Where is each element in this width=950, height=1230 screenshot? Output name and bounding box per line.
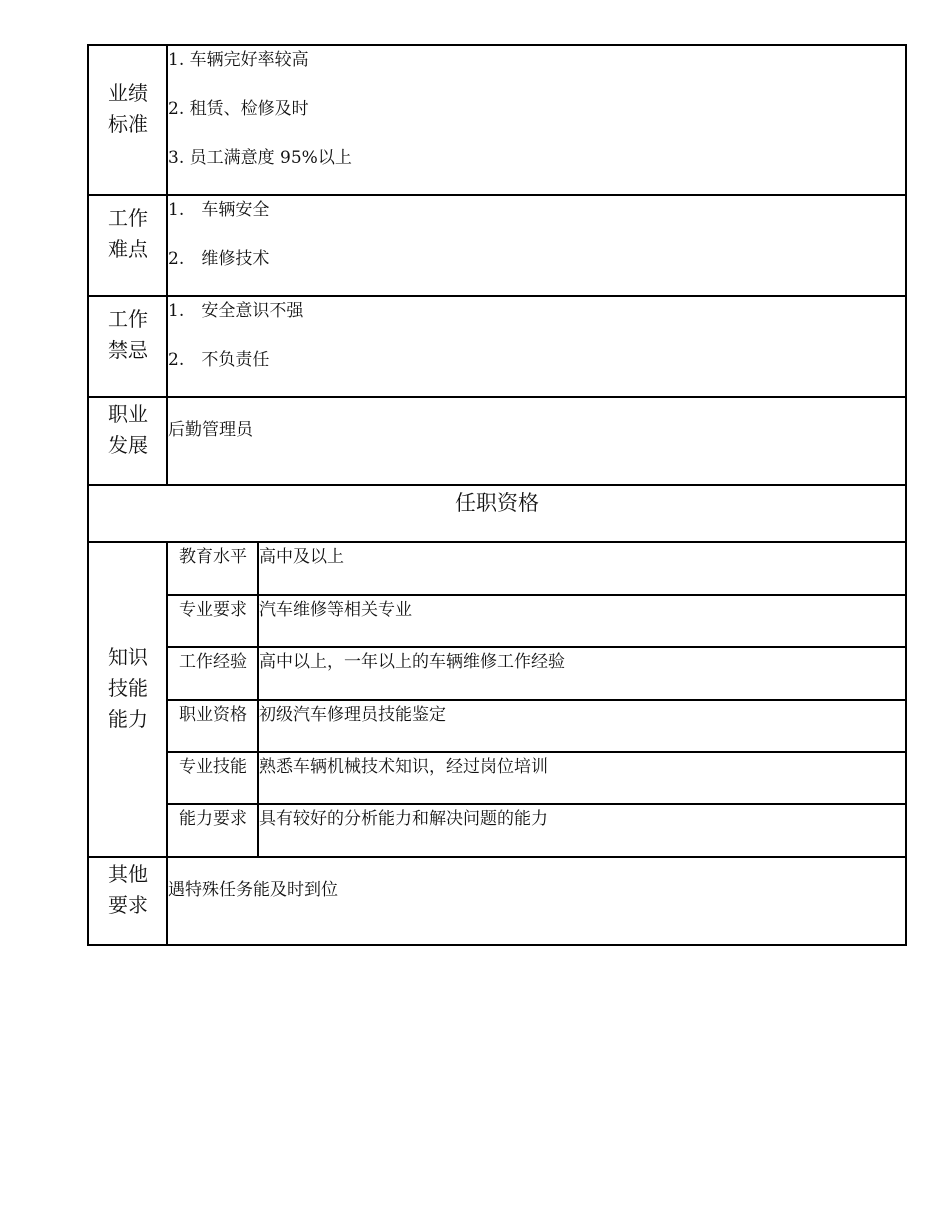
other-value: 遇特殊任务能及时到位 — [168, 880, 338, 900]
performance-item: 3. 员工满意度 95%以上 — [168, 148, 352, 168]
skills-row-label: 工作经验 — [179, 652, 247, 672]
taboo-item: 2. 不负责任 — [168, 350, 270, 370]
performance-item: 1. 车辆完好率较高 — [168, 50, 309, 70]
skills-row-label: 专业技能 — [179, 757, 247, 777]
performance-item: 2. 租赁、检修及时 — [168, 99, 309, 119]
skills-row-value: 初级汽车修理员技能鉴定 — [259, 705, 446, 725]
skills-row-value: 熟悉车辆机械技术知识，经过岗位培训 — [259, 757, 548, 777]
performance-label: 业绩 标准 — [108, 81, 148, 136]
taboos-label: 工作 禁忌 — [108, 307, 148, 362]
skills-row-label: 能力要求 — [179, 809, 247, 829]
career-value: 后勤管理员 — [168, 420, 253, 440]
skills-row-label: 职业资格 — [179, 705, 247, 725]
other-label: 其他 要求 — [108, 862, 148, 917]
qualifications-title: 任职资格 — [455, 491, 539, 515]
career-label: 职业 发展 — [108, 402, 148, 457]
skills-label: 知识 技能 能力 — [108, 645, 148, 731]
skills-row-label: 专业要求 — [179, 600, 247, 620]
skills-row-value: 高中及以上 — [259, 547, 344, 567]
skills-row-label: 教育水平 — [179, 547, 247, 567]
difficulties-label: 工作 难点 — [108, 206, 148, 261]
taboo-item: 1. 安全意识不强 — [168, 301, 304, 321]
difficulty-item: 2. 维修技术 — [168, 249, 270, 269]
difficulty-item: 1. 车辆安全 — [168, 200, 270, 220]
skills-row-value: 具有较好的分析能力和解决问题的能力 — [259, 809, 548, 829]
skills-row-value: 高中以上，一年以上的车辆维修工作经验 — [259, 652, 565, 672]
skills-row-value: 汽车维修等相关专业 — [259, 600, 412, 620]
